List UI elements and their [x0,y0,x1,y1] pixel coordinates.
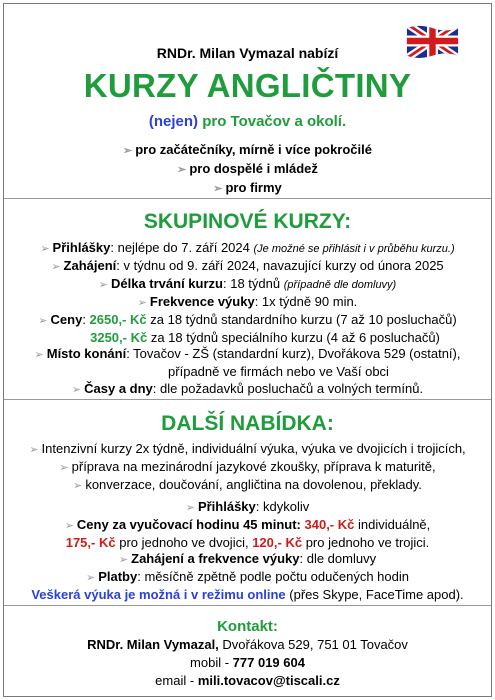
audience-item [4,160,491,179]
contact-phone-line [4,654,491,672]
group-zahajeni [4,258,491,276]
arrow-icon: ➢ [73,479,83,492]
value: za 18 týdnů speciálního kurzu (4 až 6 posluchačů) [150,329,440,345]
label: Přihlášky [52,240,111,255]
price: 175,- Kč [65,534,116,550]
other-prihlasky [4,499,491,517]
contact-name-line [4,636,491,654]
label: Ceny za vyučovací hodinu 45 minut: [76,516,301,532]
audience-list [4,141,491,198]
value: : v týdnu od 9. září 2024, navazující kurzy od února 2025 [116,257,444,273]
other-offers [4,441,491,604]
arrow-icon: ➢ [98,278,108,291]
audience-text: pro dospělé i mládež [189,161,318,176]
group-ceny-2 [4,330,491,347]
email-address[interactable]: mili.tovacov@tiscali.cz [197,673,340,688]
value: za 18 týdnů standardního kurzu (7 až 10 posluchačů) [150,311,457,327]
value: pro jednoho ve trojici. [305,534,430,550]
other-ceny [4,517,491,535]
arrow-icon: ➢ [71,384,82,397]
phone-label: mobil - [190,655,230,670]
audience-item [4,179,491,198]
contact-email-line [4,672,491,690]
group-delka [4,276,491,294]
label: Zahájení a frekvence výuky [131,551,300,567]
header-section [4,44,491,62]
value: : nejlépe do 7. září 2024 [110,240,250,255]
arrow-icon: ➢ [213,183,223,195]
online-text: Veškerá výuka je možná i v režimu online [31,587,286,603]
value: (přes Skype, FaceTime apod). [289,587,464,603]
group-ceny: ➢ Ceny: 2650,- Kč za 18 týdnů standardního kurzu (7 až 10 posluchačů) [38,311,457,327]
audience-text: pro začátečníky, mírně i více pokročilé [135,142,372,157]
arrow-icon: ➢ [38,314,48,327]
arrow-icon: ➢ [86,572,96,585]
group-prihlasky [4,240,491,258]
group-casy [4,381,491,399]
divider [4,399,491,400]
contact-name: RNDr. Milan Vymazal, [87,637,219,652]
label: Časy a dny [84,381,153,397]
value: : 18 týdnů [222,275,281,291]
author-line: RNDr. Milan Vymazal nabízí [156,45,339,61]
label: Délka trvání kurzu [110,275,223,291]
phone-number[interactable]: 777 019 604 [232,655,305,670]
flyer [3,3,492,697]
arrow-icon: ➢ [29,444,39,456]
contact-heading: Kontakt: [217,618,278,635]
other-ceny-2 [4,535,491,552]
audience-item [4,141,491,160]
label: Ceny [50,311,83,327]
value: : Tovačov - ZŠ (standardní kurz), Dvořákova 529 (ostatní), [126,346,461,362]
contact-section [4,617,491,690]
value: pro jednoho ve dvojici, [119,534,249,550]
value: : měsíčně zpětně podle počtu odučených hodin [137,569,409,585]
group-misto [4,346,491,364]
group-courses [4,240,491,399]
arrow-icon: ➢ [118,554,129,567]
arrow-icon: ➢ [40,243,50,255]
value: konverzace, doučování, angličtina na dovolenou, překlady. [85,476,422,492]
value: : dle požadavků posluchačů a volných termínů. [152,381,424,397]
audience-text: pro firmy [225,180,282,195]
other-online [4,587,491,604]
divider [4,198,491,199]
group-frekvence [4,294,491,312]
arrow-icon: ➢ [185,501,195,514]
title-wrap [4,66,491,106]
arrow-icon: ➢ [51,260,61,273]
value: : kdykoliv [255,498,310,514]
arrow-icon: ➢ [177,164,187,176]
subtitle [4,112,491,131]
other-line [4,477,491,495]
value: : dle domluvy [299,551,377,567]
group-heading: SKUPINOVÉ KURZY: [143,210,352,233]
label: Platby [98,569,138,585]
other-line [4,441,491,459]
other-line [4,459,491,477]
price: 340,- Kč [304,516,355,532]
note: (případně dle domluvy) [283,278,397,291]
label: Přihlášky [197,498,256,514]
other-platby [4,569,491,587]
label: Místo konání [46,346,127,362]
subtitle-rest: pro Tovačov a okolí. [202,113,347,130]
other-zahajeni [4,551,491,569]
price: 3250,- Kč [90,329,148,345]
value: Intenzivní kurzy 2x týdně, individuální výuka, výuka ve dvojicích i trojicích, [41,441,466,456]
price: 2650,- Kč [89,311,147,327]
arrow-icon: ➢ [137,296,147,309]
other-heading: DALŠÍ NABÍDKA: [161,412,334,435]
value: : 1x týdně 90 min. [254,293,358,309]
value: případně ve firmách nebo ve Vaší obci [168,364,389,380]
label: Zahájení [63,257,117,273]
subtitle-nejen: (nejen) [148,113,199,130]
arrow-icon: ➢ [123,145,133,157]
label: Frekvence výuky [149,293,255,309]
divider [4,605,491,606]
value: individuálně, [358,516,431,532]
contact-address: Dvořákova 529, 751 01 Tovačov [222,637,408,652]
price: 120,- Kč [252,534,303,550]
arrow-icon: ➢ [34,349,44,362]
group-heading-wrap [4,209,491,235]
email-label: email - [155,673,195,688]
arrow-icon: ➢ [59,461,69,474]
group-misto-2 [4,364,491,381]
page-title: KURZY ANGLIČTINY [83,67,412,104]
value: příprava na mezinárodní jazykové zkoušky, příprava k maturitě, [71,458,436,474]
arrow-icon: ➢ [64,519,74,532]
note: (Je možné se přihlásit i v průběhu kurzu.) [253,243,455,255]
other-heading-wrap [4,411,491,437]
